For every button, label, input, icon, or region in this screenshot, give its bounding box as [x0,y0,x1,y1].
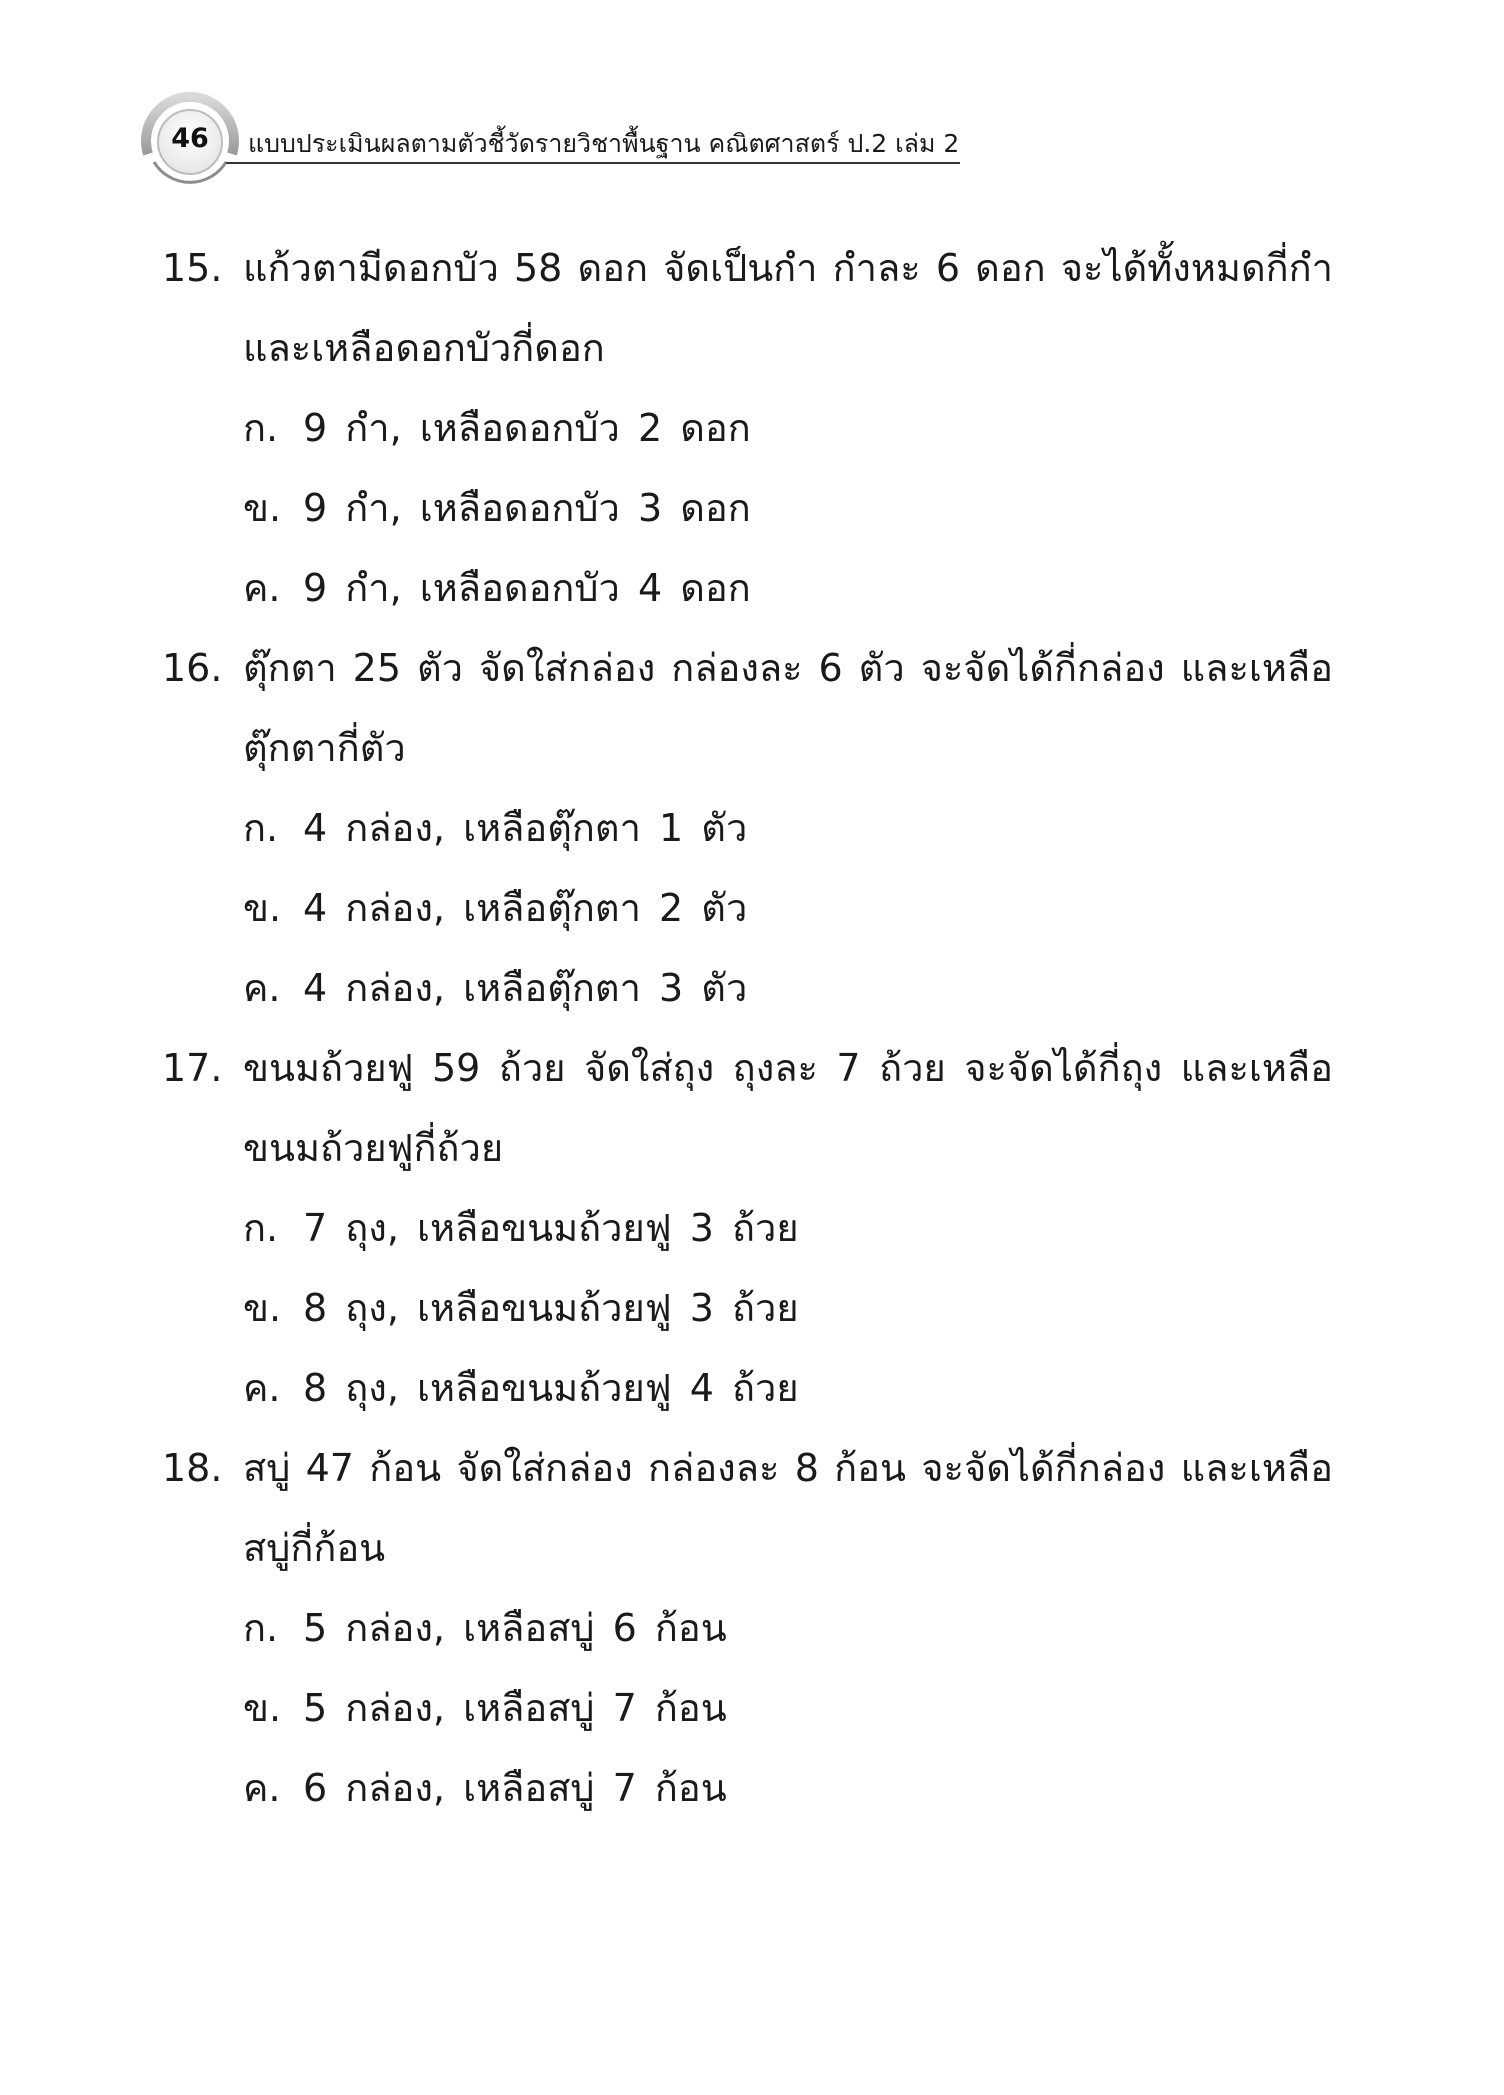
option-label: ข. [243,1686,282,1730]
page-number-badge [140,92,240,192]
header-title: แบบประเมินผลตามตัวชี้วัดรายวิชาพื้นฐาน คณิตศาสตร์ ป.2 เล่ม 2 [248,129,960,158]
answer-option-b[interactable] [0,468,1504,548]
question-text: สบู่ 47 ก้อน จัดใส่กล่อง กล่องละ 8 ก้อน จะจัดได้กี่กล่อง และเหลือ [243,1446,1333,1490]
question-17 [0,1028,1504,1428]
answer-option-b[interactable] [0,1268,1504,1348]
option-label: ค. [243,566,281,610]
page-header [140,92,960,192]
option-text: 9 กำ, เหลือดอกบัว 2 ดอก [303,406,751,450]
question-18 [0,1428,1504,1828]
question-text: ตุ๊กตา 25 ตัว จัดใส่กล่อง กล่องละ 6 ตัว จะจัดได้กี่กล่อง และเหลือ [243,646,1333,690]
question-number: 17. [162,1046,223,1090]
option-text: 4 กล่อง, เหลือตุ๊กตา 1 ตัว [303,806,748,850]
question-number: 16. [162,646,223,690]
question-line [0,308,1504,388]
option-text: 9 กำ, เหลือดอกบัว 3 ดอก [303,486,751,530]
question-line [0,628,1504,708]
question-line [0,1428,1504,1508]
answer-option-a[interactable] [0,1588,1504,1668]
question-16 [0,628,1504,1028]
header-divider [226,162,960,164]
option-label: ข. [243,1286,282,1330]
option-label: ข. [243,886,282,930]
question-line [0,228,1504,308]
question-15 [0,228,1504,628]
option-label: ก. [243,406,279,450]
option-text: 9 กำ, เหลือดอกบัว 4 ดอก [303,566,751,610]
option-text: 4 กล่อง, เหลือตุ๊กตา 2 ตัว [303,886,748,930]
option-text: 7 ถุง, เหลือขนมถ้วยฟู 3 ถ้วย [303,1206,799,1250]
option-label: ก. [243,1606,279,1650]
question-text-continued: ขนมถ้วยฟูกี่ถ้วย [243,1126,504,1170]
option-text: 4 กล่อง, เหลือตุ๊กตา 3 ตัว [303,966,748,1010]
answer-option-c[interactable] [0,948,1504,1028]
option-text: 8 ถุง, เหลือขนมถ้วยฟู 3 ถ้วย [303,1286,799,1330]
option-label: ค. [243,1766,281,1810]
question-text-continued: สบู่กี่ก้อน [243,1526,386,1570]
option-text: 8 ถุง, เหลือขนมถ้วยฟู 4 ถ้วย [303,1366,799,1410]
answer-option-b[interactable] [0,868,1504,948]
answer-option-a[interactable] [0,788,1504,868]
option-label: ค. [243,966,281,1010]
option-label: ข. [243,486,282,530]
option-text: 6 กล่อง, เหลือสบู่ 7 ก้อน [303,1766,727,1810]
question-number: 18. [162,1446,223,1490]
question-list [0,228,1504,1828]
page-number: 46 [171,123,209,154]
question-text: แก้วตามีดอกบัว 58 ดอก จัดเป็นกำ กำละ 6 ดอก จะได้ทั้งหมดกี่กำ [243,246,1333,290]
question-text: ขนมถ้วยฟู 59 ถ้วย จัดใส่ถุง ถุงละ 7 ถ้วย จะจัดได้กี่ถุง และเหลือ [243,1046,1333,1090]
answer-option-c[interactable] [0,548,1504,628]
option-label: ก. [243,806,279,850]
option-text: 5 กล่อง, เหลือสบู่ 7 ก้อน [303,1686,727,1730]
question-line [0,1108,1504,1188]
option-label: ก. [243,1206,279,1250]
question-line [0,708,1504,788]
question-text-continued: ตุ๊กตากี่ตัว [243,726,406,770]
answer-option-b[interactable] [0,1668,1504,1748]
answer-option-a[interactable] [0,388,1504,468]
answer-option-c[interactable] [0,1348,1504,1428]
question-text-continued: และเหลือดอกบัวกี่ดอก [243,326,605,370]
question-number: 15. [162,246,223,290]
question-line [0,1508,1504,1588]
question-line [0,1028,1504,1108]
answer-option-a[interactable] [0,1188,1504,1268]
answer-option-c[interactable] [0,1748,1504,1828]
option-text: 5 กล่อง, เหลือสบู่ 6 ก้อน [303,1606,727,1650]
option-label: ค. [243,1366,281,1410]
